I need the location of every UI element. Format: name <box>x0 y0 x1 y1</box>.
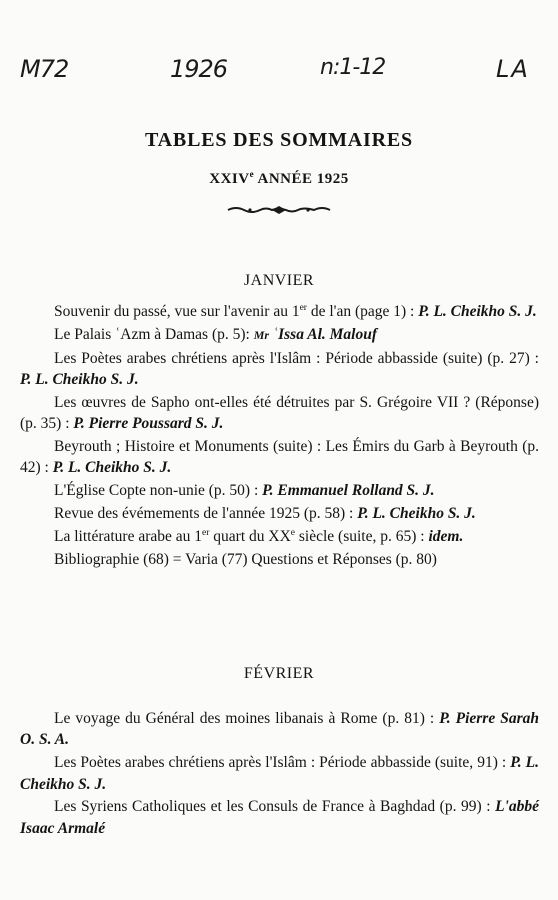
entry-text: quart du XX <box>209 527 291 545</box>
handwritten-note-a: M72 <box>20 55 69 83</box>
entries-fevrier <box>20 708 539 841</box>
entry-author: P. Pierre Poussard S. J. <box>73 415 224 433</box>
page-subtitle <box>0 171 558 188</box>
section-heading-fevrier: FÉVRIER <box>243 665 315 682</box>
entry-text: Souvenir du passé, vue sur l'avenir au 1 <box>54 303 300 320</box>
entry-text: de l'an (page 1) : <box>306 303 419 320</box>
entry-text: Les Syriens Catholiques et les Consuls de France à Baghdad (p. 99) : <box>54 798 496 816</box>
toc-entry <box>20 348 539 391</box>
entry-text: Les Poètes arabes chrétiens après l'Islâm : Période abbasside (suite) (p. 27) : <box>54 349 539 367</box>
entry-author: P. L. Cheikho S. J. <box>52 459 172 477</box>
entry-author: P. L. Cheikho S. J. <box>20 371 139 388</box>
handwritten-note-c: n:1-12 <box>320 55 386 80</box>
entry-author: P. Pierre Sarah O. S. A. <box>20 710 539 749</box>
entry-text: Le voyage du Général des moines libanais à Rome (p. 81) : <box>54 710 440 727</box>
entry-author: P. L. Cheikho S. J. <box>20 754 539 793</box>
entry-text: e <box>290 527 296 538</box>
entry-text: Les Poètes arabes chrétiens après l'Islâm : Période abbasside (suite, 91) : <box>54 754 511 772</box>
entry-author: ʿIssa Al. Malouf <box>269 325 378 343</box>
entry-text: L'Église Copte non-unie (p. 50) : <box>54 482 263 500</box>
page-title: TABLES DES SOMMAIRES <box>145 129 413 151</box>
toc-entry <box>20 752 539 795</box>
entry-text: Les œuvres de Sapho ont-elles été détruites par S. Grégoire VII ? (Réponse) (p. 35) : <box>20 393 539 433</box>
handwritten-note-b: 1926 <box>170 55 228 83</box>
entry-author: idem. <box>428 527 464 545</box>
entry-author: P. Emmanuel Rolland S. J. <box>262 482 435 500</box>
entry-text: er <box>299 302 307 313</box>
handwritten-note-d: LA <box>496 55 530 83</box>
entry-author: P. L. Cheikho S. J. <box>357 505 476 522</box>
entry-text: Revue des évémements de l'année 1925 (p. 58) : <box>54 505 358 522</box>
subtitle-roman: XXIV <box>209 171 250 187</box>
toc-entry <box>20 301 539 322</box>
entry-text: siècle (suite, p. 65) : <box>295 527 429 545</box>
entries-janvier <box>20 301 539 571</box>
subtitle-year: ANNÉE 1925 <box>254 171 349 187</box>
toc-entry <box>20 480 539 501</box>
ornament-divider <box>226 205 332 215</box>
toc-entry <box>20 526 539 547</box>
subtitle-sup: e <box>249 169 255 179</box>
entry-text: La littérature arabe au 1 <box>54 527 203 545</box>
toc-entry <box>20 796 539 839</box>
entry-text: Le Palais ʿAzm à Damas (p. 5): <box>54 325 254 343</box>
entry-author: P. L. Cheikho S. J. <box>418 303 537 320</box>
toc-entry <box>20 392 539 435</box>
toc-entry <box>20 324 539 346</box>
entry-text: Bibliographie (68) = Varia (77) Questions et Réponses (p. 80) <box>54 550 437 568</box>
entry-author: Mr <box>253 327 270 342</box>
toc-entry <box>20 549 539 570</box>
toc-entry <box>20 708 539 751</box>
section-heading-janvier: JANVIER <box>243 272 315 289</box>
entry-text: er <box>202 527 210 538</box>
entry-text: Beyrouth ; Histoire et Monuments (suite) : Les Émirs du Garb à Beyrouth (p. 42) : <box>20 438 539 477</box>
toc-entry <box>20 436 539 479</box>
entry-author: L'abbé Isaac Armalé <box>20 798 539 837</box>
toc-entry <box>20 503 539 524</box>
